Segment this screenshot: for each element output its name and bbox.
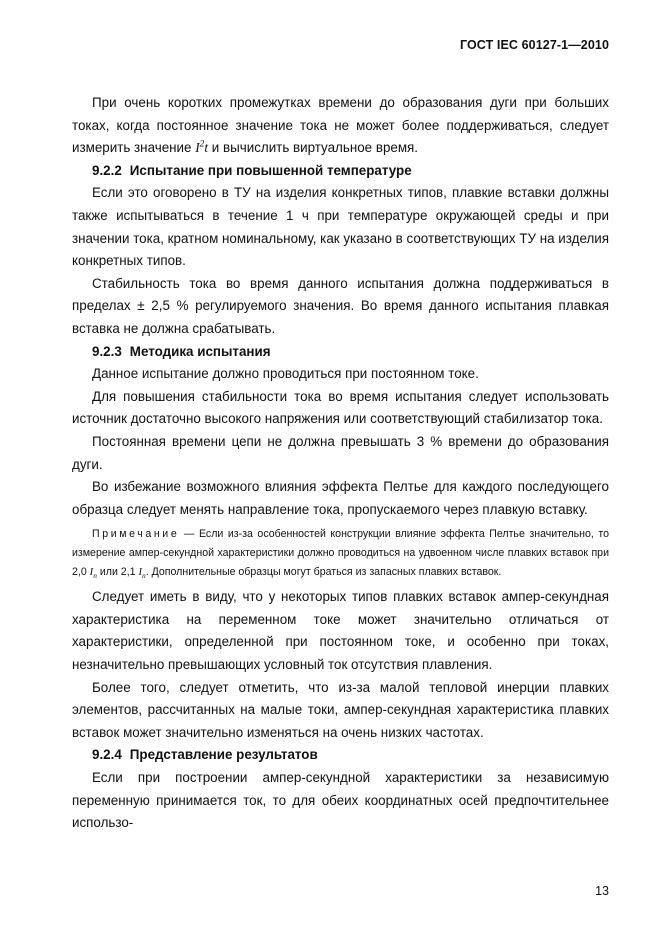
paragraph-current-stability: Стабильность тока во время данного испытания должна поддерживаться в пределах ± 2,5 % регулируемого значения. Во время данного испытания плавкая вставка не должна срабатывать. (72, 275, 609, 336)
paragraph-ac-characteristic: Следует иметь в виду, что у некоторых типов плавких вставок ампер-секундная характеристика на переменном токе может значительно отличаться от характеристики, определенной при постоянном токе, и особенно при токах, незначительно превышающих условный ток отсутствия плавления. (72, 589, 609, 673)
note-peltier: Примечание — Если из-за особенностей конструкции влияние эффекта Пелтье значительно, то измерение ампер-секундной характеристики должно проводиться на удвоенном числе плавких вставок при 2,0 $I_n$ или 2,1 $I_n$. Дополнительные образцы могут браться из запасных плавких вставок. (72, 528, 609, 581)
page-content (72, 92, 609, 835)
standard-header: ГОСТ IEC 60127-1—2010 (459, 38, 609, 52)
paragraph-i2t-text: При очень коротких промежутках времени до образования дуги при больших токах, когда постоянное значение тока не может более поддерживаться, следует измерить значение (72, 95, 609, 156)
page-number: 13 (595, 884, 609, 898)
section-heading-9-2-4: 9.2.4 Представление результатов (92, 747, 318, 763)
section-heading-9-2-2: 9.2.2 Испытание при повышенной температуре (92, 162, 412, 178)
paragraph-results: Если при построении ампер-секундной характеристики за независимую переменную принимается ток, то для обеих координатных осей предпочтительнее использо- (72, 770, 609, 831)
section-heading-9-2-3: 9.2.3 Методика испытания (92, 343, 271, 359)
paragraph-time-constant: Постоянная времени цепи не должна превышать 3 % времени до образования дуги. (72, 433, 609, 472)
i2t-symbol: $I^2t$ (195, 139, 209, 156)
paragraph-dc-test: Данное испытание должно проводиться при постоянном токе. (92, 366, 479, 382)
note-label: Примечание (92, 528, 180, 541)
paragraph-thermal-inertia: Более того, следует отметить, что из-за малой тепловой инерции плавких элементов, рассчитанных на малые токи, ампер-секундная характеристика плавких вставок может значительно изменяться на очень низких частотах. (72, 679, 609, 740)
paragraph-source-stability: Для повышения стабильности тока во время испытания следует использовать источник достаточно высокого напряжения или соответствующий стабилизатор тока. (72, 388, 609, 427)
paragraph-elevated-temp: Если это оговорено в ТУ на изделия конкретных типов, плавкие вставки должны также испытываться в течение 1 ч при температуре окружающей среды и при значении тока, кратном номинальному, как указано в соответствующих ТУ на изделия конкретных типов. (72, 185, 609, 269)
paragraph-peltier: Во избежание возможного влияния эффекта Пелтье для каждого последующего образца следует менять направление тока, пропускаемого через плавкую вставку. (72, 479, 609, 517)
paragraph-i2t: При очень коротких промежутках времени до образования дуги при больших токах, когда постоянное значение тока не может более поддерживаться, следует измерить значение $I^2t$ и вычислить виртуальное время. (72, 95, 609, 156)
